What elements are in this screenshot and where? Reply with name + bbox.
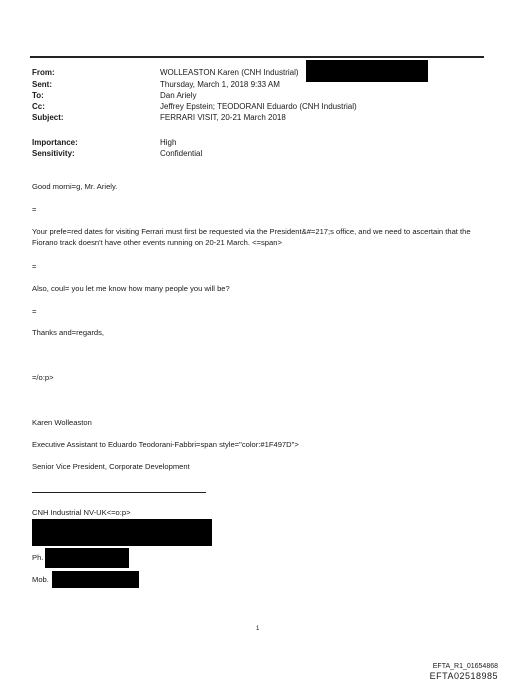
redaction-box: [52, 571, 139, 588]
sensitivity-label: Sensitivity:: [32, 149, 75, 158]
to-label: To:: [32, 91, 44, 100]
redaction-box: [45, 548, 129, 568]
page-number: 1: [256, 626, 260, 632]
sent-label: Sent:: [32, 80, 52, 89]
subject-label: Subject:: [32, 113, 64, 122]
paragraph-dates: Your prefe=red dates for visiting Ferrari must first be requested via the President&#=217;s office, and we need to ascertain that the Fiorano track doesn't have other events running on 20-21 March. <=span>: [32, 227, 471, 247]
quoted-printable-marker: =: [32, 307, 37, 316]
subject-value: FERRARI VISIT, 20-21 March 2018: [160, 113, 286, 122]
signature-role: Senior Vice President, Corporate Development: [32, 462, 190, 471]
phone-label: Ph.: [32, 553, 44, 562]
from-value: WOLLEASTON Karen (CNH Industrial): [160, 68, 299, 77]
signature-name: Karen Wolleaston: [32, 418, 92, 427]
footer-ref-1: EFTA_R1_01654868: [432, 663, 498, 670]
redaction-box: [32, 519, 212, 546]
quoted-printable-marker: =: [32, 262, 37, 271]
sent-value: Thursday, March 1, 2018 9:33 AM: [160, 80, 280, 89]
sensitivity-value: Confidential: [160, 149, 203, 158]
greeting: Good morni=g, Mr. Ariely.: [32, 182, 118, 191]
paragraph-people: Also, coul= you let me know how many people you will be?: [32, 284, 230, 293]
footer-ref-2: EFTA02518985: [429, 671, 498, 681]
cc-label: Cc:: [32, 102, 45, 111]
footer-reference: [430, 662, 498, 682]
company-name: CNH Industrial NV-UK<=o:p>: [32, 508, 131, 517]
header-top-rule: [30, 56, 484, 58]
cc-value: Jeffrey Epstein; TEODORANI Eduardo (CNH Industrial): [160, 102, 357, 111]
redaction-box: [306, 60, 428, 82]
to-value: Dan Ariely: [160, 91, 197, 100]
importance-label: Importance:: [32, 138, 78, 147]
importance-value: High: [160, 138, 177, 147]
signature-divider: [32, 492, 206, 493]
from-label: From:: [32, 68, 55, 77]
quoted-printable-marker: =: [32, 205, 37, 214]
closing: Thanks and=regards,: [32, 328, 104, 337]
mobile-label: Mob.: [32, 575, 49, 584]
markup-fragment: =/o:p>: [32, 373, 54, 382]
signature-title: Executive Assistant to Eduardo Teodorani-Fabbri=span style="color:#1F497D">: [32, 440, 299, 449]
